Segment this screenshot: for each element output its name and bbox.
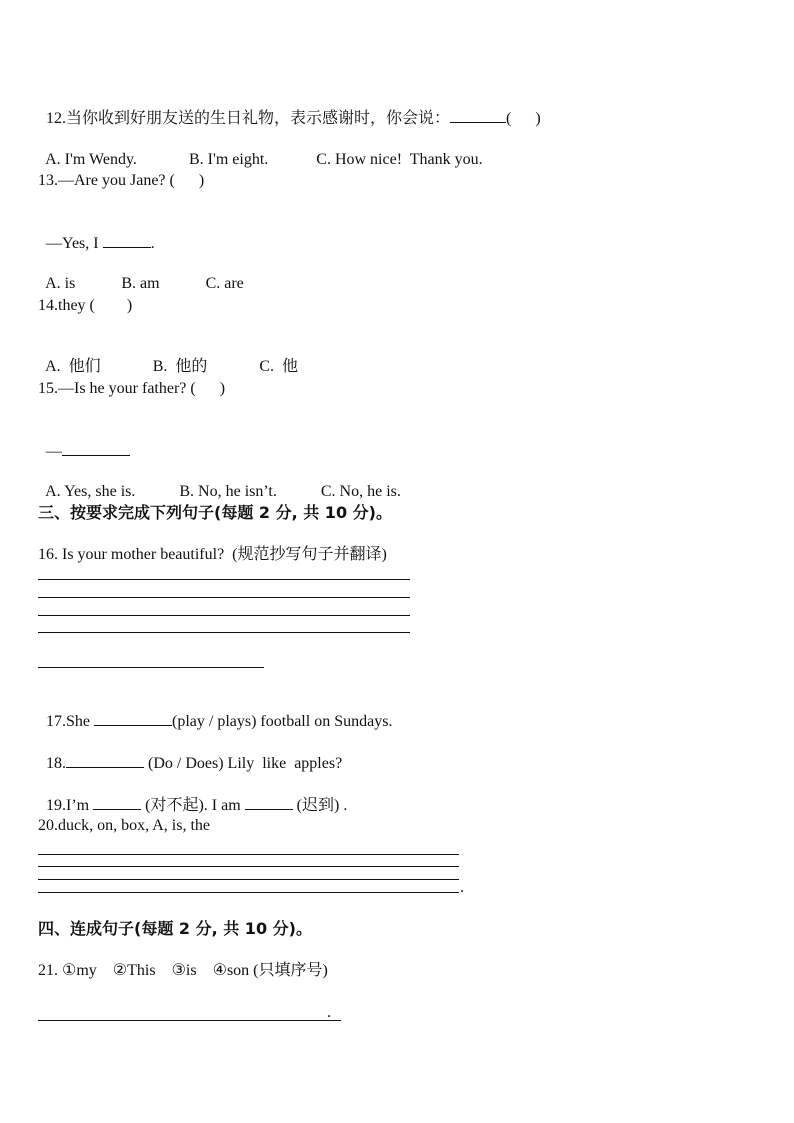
q14-option-c[interactable]: C. 他 [259, 358, 299, 375]
q20-end-period: . [460, 879, 464, 896]
q13-stem: 13.—Are you Jane? ( ) [38, 172, 205, 189]
q17-line [38, 691, 392, 732]
q13-option-c[interactable]: C. are [205, 275, 244, 292]
q12-option-b[interactable]: B. I'm eight. [188, 151, 269, 168]
q14-option-b[interactable]: B. 他的 [152, 358, 208, 375]
q13-reply-suffix: . [150, 235, 155, 252]
q15-reply-dash: — [46, 443, 62, 460]
q12-stem-line [38, 88, 541, 129]
q12-options [38, 130, 483, 170]
q19-middle: (对不起). I am [141, 797, 245, 814]
q15-option-a[interactable]: A. Yes, she is. [45, 483, 136, 500]
q16-writing-line-4[interactable] [38, 632, 410, 633]
q14-options [38, 337, 298, 377]
q16-writing-line-1[interactable] [38, 579, 410, 580]
q18-line [38, 733, 342, 774]
q12-stem: 12.当你收到好朋友送的生日礼物，表示感谢时，你会说： [46, 110, 451, 127]
q21-answer-line[interactable] [38, 1020, 341, 1021]
q13-answer-blank[interactable] [103, 233, 151, 248]
q20-writing-line-2[interactable] [38, 866, 459, 867]
q16-stem: 16. Is your mother beautiful? (规范抄写句子并翻译) [38, 546, 387, 563]
q18-prefix: 18. [46, 755, 66, 772]
q13-reply-line [38, 213, 155, 254]
q14-option-a[interactable]: A. 他们 [45, 358, 101, 375]
q17-answer-blank[interactable] [94, 711, 172, 726]
q15-options [38, 462, 401, 502]
q15-stem: 15.—Is he your father? ( ) [38, 380, 226, 397]
q19-line [38, 775, 347, 816]
q13-options [38, 254, 244, 294]
q19-answer-blank-2[interactable] [245, 795, 293, 810]
q16-writing-line-2[interactable] [38, 597, 410, 598]
q20-stem: 20.duck, on, box, A, is, the [38, 817, 210, 834]
q15-answer-blank[interactable] [62, 441, 130, 456]
q19-suffix: (迟到) . [292, 797, 348, 814]
q21-stem: 21. ①my ②This ③is ④son (只填序号) [38, 962, 328, 979]
q16-writing-line-3[interactable] [38, 615, 410, 616]
q13-option-a[interactable]: A. is [45, 275, 76, 292]
q12-paren: ( ) [506, 110, 541, 127]
q12-option-a[interactable]: A. I'm Wendy. [45, 151, 137, 168]
q15-option-b[interactable]: B. No, he isn’t. [179, 483, 277, 500]
q18-answer-blank[interactable] [66, 753, 144, 768]
q20-writing-line-3[interactable] [38, 879, 459, 880]
q19-prefix: 19.I’m [46, 797, 94, 814]
q13-option-b[interactable]: B. am [121, 275, 160, 292]
q15-reply-line [38, 421, 130, 462]
q15-option-c[interactable]: C. No, he is. [320, 483, 401, 500]
q20-writing-line-1[interactable] [38, 854, 459, 855]
q17-prefix: 17.She [46, 713, 94, 730]
q19-answer-blank-1[interactable] [93, 795, 141, 810]
q12-option-c[interactable]: C. How nice! Thank you. [316, 151, 483, 168]
q21-end-period: . [327, 1004, 331, 1021]
q13-reply-prefix: —Yes, I [46, 235, 103, 252]
q18-suffix: (Do / Does) Lily like apples? [144, 755, 343, 772]
q20-writing-line-4[interactable] [38, 892, 459, 893]
q12-answer-blank[interactable] [450, 108, 506, 123]
q14-stem: 14.they ( ) [38, 297, 133, 314]
section3-heading: 三、按要求完成下列句子(每题 2 分, 共 10 分)。 [38, 503, 392, 522]
section4-heading: 四、连成句子(每题 2 分, 共 10 分)。 [38, 919, 312, 938]
q16-translation-line[interactable] [38, 667, 264, 668]
q17-suffix: (play / plays) football on Sundays. [172, 713, 393, 730]
